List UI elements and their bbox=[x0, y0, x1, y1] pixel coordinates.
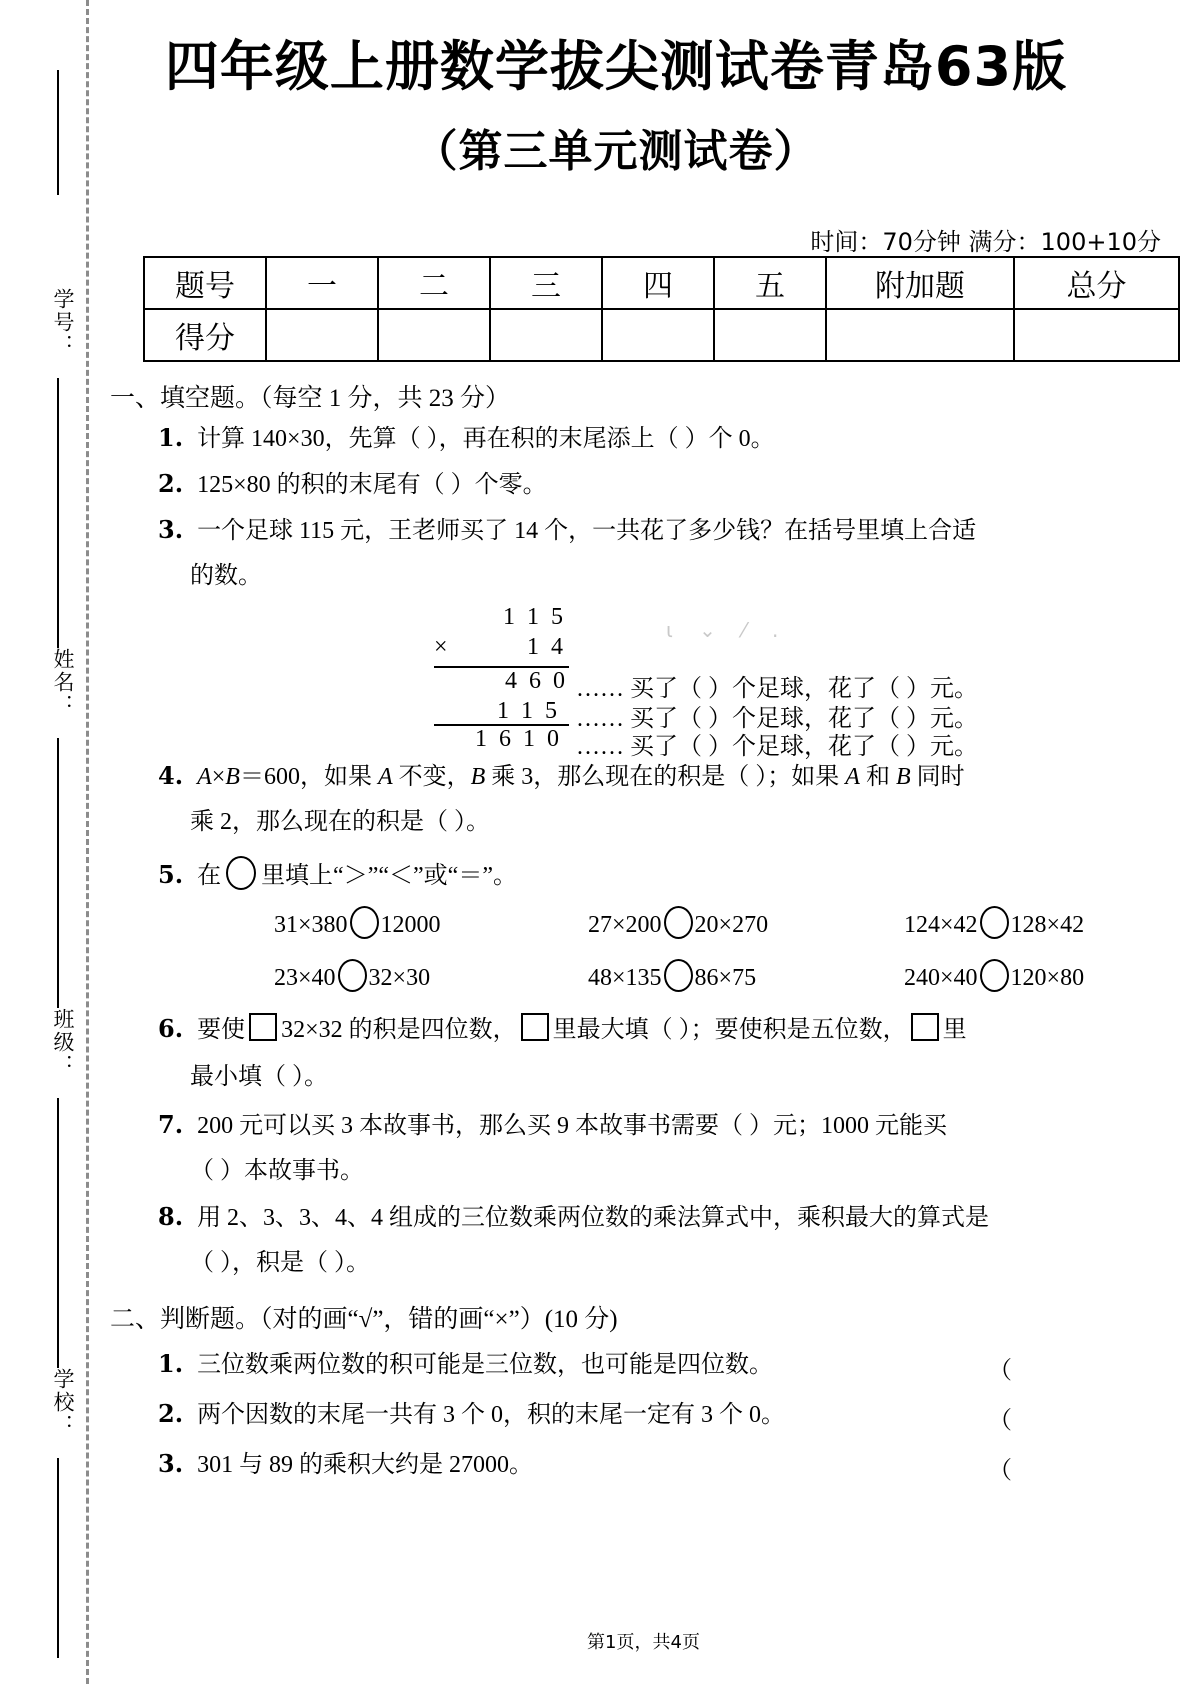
circle-placeholder-icon[interactable] bbox=[664, 959, 693, 992]
vm-tail-2: …… 买了（ ）个足球，花了（ ）元。 bbox=[576, 706, 978, 732]
q5-prompt-b: 里填上“＞”“＜”或“＝”。 bbox=[261, 863, 517, 889]
question-1-5 bbox=[158, 856, 517, 891]
question-2-2 bbox=[158, 1400, 785, 1430]
box-placeholder-icon[interactable] bbox=[911, 1013, 939, 1041]
vm-multiplicand: 1 1 5 bbox=[503, 604, 566, 630]
question-1-6-line2: 最小填（ ）。 bbox=[190, 1064, 328, 1090]
compare-left: 48×135 bbox=[588, 965, 662, 991]
question-text: 三位数乘两位数的积可能是三位数，也可能是四位数。 bbox=[197, 1352, 774, 1378]
q6-text-c: 里最大填（ ）；要使积是五位数， bbox=[552, 1017, 907, 1043]
score-table-col-bonus: 附加题 bbox=[826, 257, 1014, 309]
question-number: 5. bbox=[158, 860, 184, 889]
vm-multiplier: 1 4 bbox=[527, 634, 566, 660]
score-table-col-total: 总分 bbox=[1014, 257, 1179, 309]
question-1-8-line2: （ ），积是（ ）。 bbox=[190, 1250, 370, 1276]
variable-b2: B bbox=[470, 764, 486, 790]
question-2-3 bbox=[158, 1450, 533, 1480]
score-cell-bonus[interactable] bbox=[826, 309, 1014, 361]
question-text-line1: 用 2、3、3、4、4 组成的三位数乘两位数的乘法算式中，乘积最大的算式是 bbox=[197, 1205, 990, 1231]
score-table-col-3: 三 bbox=[490, 257, 602, 309]
score-cell-1[interactable] bbox=[266, 309, 378, 361]
sidebar-rule-2 bbox=[57, 378, 59, 648]
question-1-8 bbox=[158, 1203, 989, 1233]
sidebar-rule-4 bbox=[57, 1098, 59, 1368]
question-text: 125×80 的积的末尾有（ ）个零。 bbox=[197, 472, 547, 498]
circle-placeholder-icon[interactable] bbox=[980, 959, 1009, 992]
score-table-row-label-0: 题号 bbox=[144, 257, 266, 309]
variable-b3: B bbox=[895, 764, 911, 790]
sidebar-label-class: 班级： bbox=[51, 1008, 75, 1077]
variable-a: A bbox=[197, 764, 212, 790]
compare-right: 128×42 bbox=[1010, 912, 1085, 938]
circle-placeholder-icon[interactable] bbox=[980, 906, 1009, 939]
question-1-1 bbox=[158, 424, 775, 454]
score-table-col-4: 四 bbox=[602, 257, 714, 309]
question-number: 4. bbox=[158, 761, 184, 790]
page-title: 四年级上册数学拔尖测试卷青岛63版 bbox=[164, 35, 1068, 98]
score-cell-2[interactable] bbox=[378, 309, 490, 361]
q4-text-1: ＝600，如果 bbox=[239, 764, 378, 790]
score-cell-5[interactable] bbox=[714, 309, 826, 361]
sidebar-rule-5 bbox=[57, 1458, 59, 1658]
question-number: 2. bbox=[158, 469, 184, 498]
compare-left: 124×42 bbox=[904, 912, 978, 938]
compare-right: 12000 bbox=[380, 912, 441, 938]
score-table-row-label-1: 得分 bbox=[144, 309, 266, 361]
vm-partial-2: 1 1 5 bbox=[497, 698, 560, 724]
table-row-scores bbox=[144, 309, 1179, 361]
circle-placeholder-icon[interactable] bbox=[664, 906, 693, 939]
page-subtitle: （第三单元测试卷） bbox=[413, 126, 819, 177]
compare-item-r2c3 bbox=[904, 959, 1084, 993]
compare-right: 32×30 bbox=[368, 965, 431, 991]
vm-tail-3: …… 买了（ ）个足球，花了（ ）元。 bbox=[576, 734, 978, 760]
question-text: 301 与 89 的乘积大约是 27000。 bbox=[197, 1452, 534, 1478]
compare-right: 20×270 bbox=[694, 912, 769, 938]
compare-left: 240×40 bbox=[904, 965, 978, 991]
question-number: 3. bbox=[158, 515, 184, 544]
scan-artifact: ι ⌄ ⁄ . bbox=[666, 618, 789, 642]
variable-a2: A bbox=[377, 764, 393, 790]
vm-operator: × bbox=[434, 634, 451, 660]
compare-left: 31×380 bbox=[274, 912, 348, 938]
circle-placeholder-icon[interactable] bbox=[226, 856, 256, 890]
table-row-header bbox=[144, 257, 1179, 309]
question-1-7-line2: （ ）本故事书。 bbox=[190, 1158, 364, 1184]
q6-text-d: 里 bbox=[942, 1017, 967, 1043]
answer-paren-2-1[interactable]: （ bbox=[988, 1358, 1012, 1384]
compare-item-r1c2 bbox=[588, 906, 768, 940]
question-text-line1: 一个足球 115 元，王老师买了 14 个，一共花了多少钱？在括号里填上合适 bbox=[197, 518, 977, 544]
sidebar-rule-3 bbox=[57, 738, 59, 1008]
compare-item-r2c2 bbox=[588, 959, 756, 993]
q4-text-4: 和 bbox=[859, 764, 896, 790]
page-footer: 第1页，共4页 bbox=[587, 1632, 700, 1653]
question-1-4-line2: 乘 2，那么现在的积是（ ）。 bbox=[190, 809, 490, 835]
times-sign: × bbox=[211, 764, 226, 790]
question-number: 2. bbox=[158, 1399, 184, 1428]
variable-b: B bbox=[225, 764, 240, 790]
sidebar-rule-1 bbox=[57, 70, 59, 195]
compare-item-r2c1 bbox=[274, 959, 430, 993]
vm-tail-1: …… 买了（ ）个足球，花了（ ）元。 bbox=[576, 676, 978, 702]
score-cell-4[interactable] bbox=[602, 309, 714, 361]
q4-text-5: 同时 bbox=[910, 764, 965, 790]
score-cell-3[interactable] bbox=[490, 309, 602, 361]
section-heading-1: 一、填空题。（每空 1 分，共 23 分） bbox=[110, 385, 511, 412]
question-1-3-line2: 的数。 bbox=[190, 563, 262, 589]
q5-prompt-a: 在 bbox=[197, 863, 222, 889]
sidebar-label-name: 姓名： bbox=[51, 648, 75, 717]
binding-sidebar bbox=[0, 0, 96, 1684]
question-number: 8. bbox=[158, 1202, 184, 1231]
circle-placeholder-icon[interactable] bbox=[338, 959, 367, 992]
question-1-4 bbox=[158, 762, 965, 792]
q4-text-2: 不变， bbox=[392, 764, 471, 790]
question-1-3 bbox=[158, 516, 976, 546]
answer-paren-2-3[interactable]: （ bbox=[988, 1458, 1012, 1484]
compare-left: 23×40 bbox=[274, 965, 336, 991]
box-placeholder-icon[interactable] bbox=[249, 1013, 277, 1041]
compare-item-r1c1 bbox=[274, 906, 441, 940]
paper-body bbox=[96, 0, 1191, 1684]
section-heading-2: 二、判断题。（对的画“√”，错的画“×”）(10 分) bbox=[110, 1306, 618, 1333]
question-1-7 bbox=[158, 1111, 947, 1141]
question-1-2 bbox=[158, 470, 547, 500]
q6-text-b: 32×32 的积是四位数， bbox=[281, 1017, 517, 1043]
question-number: 3. bbox=[158, 1449, 184, 1478]
q4-text-3: 乘 3，那么现在的积是（ ）；如果 bbox=[485, 764, 846, 790]
compare-right: 86×75 bbox=[694, 965, 757, 991]
score-table-col-5: 五 bbox=[714, 257, 826, 309]
circle-placeholder-icon[interactable] bbox=[350, 906, 379, 939]
compare-left: 27×200 bbox=[588, 912, 662, 938]
answer-paren-2-2[interactable]: （ bbox=[988, 1408, 1012, 1434]
score-table-col-2: 二 bbox=[378, 257, 490, 309]
vm-partial-1: 4 6 0 bbox=[505, 668, 568, 694]
sidebar-label-school: 学校： bbox=[51, 1368, 75, 1437]
sidebar-label-student-id: 学号： bbox=[51, 288, 75, 357]
score-table-col-1: 一 bbox=[266, 257, 378, 309]
dashed-fold-line bbox=[86, 0, 89, 1684]
q6-text-a: 要使 bbox=[197, 1017, 246, 1043]
question-text-line1: 200 元可以买 3 本故事书，那么买 9 本故事书需要（ ）元；1000 元能买 bbox=[197, 1113, 948, 1139]
score-cell-total[interactable] bbox=[1014, 309, 1179, 361]
question-number: 1. bbox=[158, 423, 184, 452]
question-text: 计算 140×30，先算（ ），再在积的末尾添上（ ）个 0。 bbox=[197, 426, 775, 452]
score-table bbox=[143, 256, 1180, 362]
question-text: 两个因数的末尾一共有 3 个 0，积的末尾一定有 3 个 0。 bbox=[197, 1402, 786, 1428]
vm-product: 1 6 1 0 bbox=[475, 726, 562, 752]
box-placeholder-icon[interactable] bbox=[521, 1013, 549, 1041]
compare-right: 120×80 bbox=[1010, 965, 1085, 991]
variable-a3: A bbox=[845, 764, 860, 790]
question-1-6 bbox=[158, 1013, 967, 1045]
question-number: 6. bbox=[158, 1014, 184, 1043]
exam-meta: 时间：70分钟 满分：100+10分 bbox=[810, 228, 1161, 256]
compare-item-r1c3 bbox=[904, 906, 1084, 940]
question-number: 7. bbox=[158, 1110, 184, 1139]
question-2-1 bbox=[158, 1350, 773, 1380]
question-number: 1. bbox=[158, 1349, 184, 1378]
